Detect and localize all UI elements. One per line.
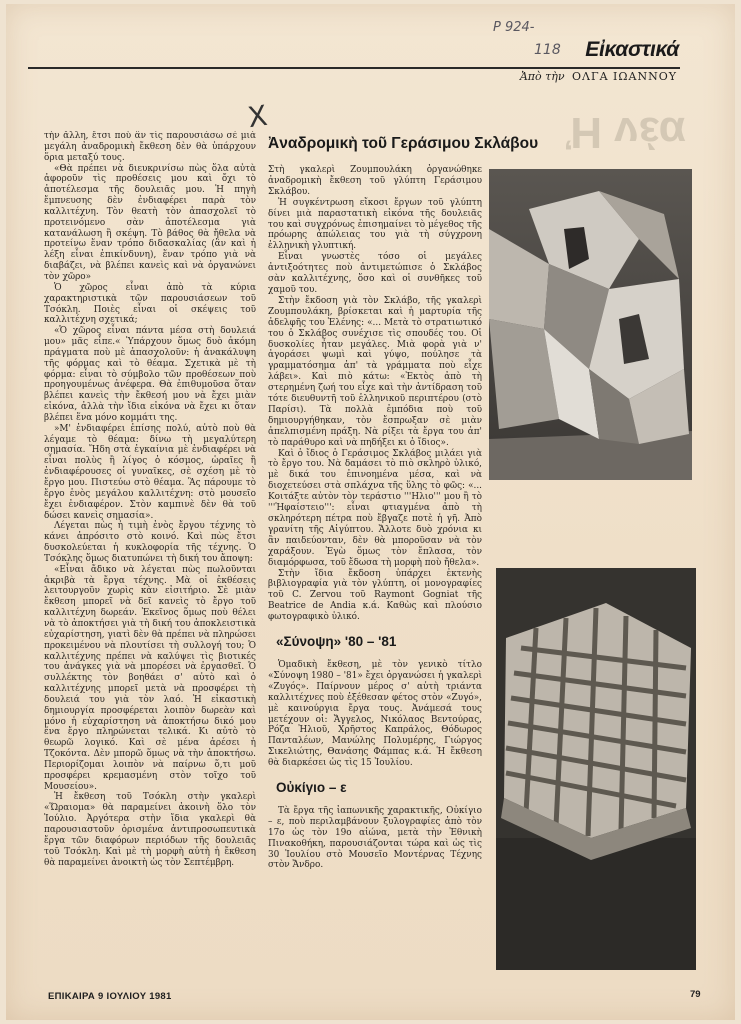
synopsis-heading: «Σύνοψη» '80 – '81 xyxy=(276,634,397,650)
author-prefix: Ἀπὸ τὴν xyxy=(519,70,565,83)
article-paragraph: Καὶ ὁ ἴδιος ὁ Γεράσιμος Σκλάβος μιλάει γιὰ τὸ ἔργο του. Νὰ δαμάσει τὸ πιὸ σκληρὸ ὑλικό, μὲ δικά του ἐπινοημένα μέσα, καὶ νὰ διοχετεύσει στὰ σπλάχνα τῆς ὕλης τὸ φῶς: «... Κοιτάξτε αὐτὸν τὸν τεράστιο '''Ηλιο''' μου ἢ τὸ '''Ἡφαίστειο''': εἶναι φτιαγμένα ἀπὸ τὴ σκληρότερη πέτρα ποὺ ἔβγαζε ποτὲ ἡ γῆ. Ἀπὸ γρανίτη τῆς Αἰγύπτου. Ἄλλοτε δυὸ χρόνια κι ἂν παιδεύονταν, δὲν θὰ μποροῦσαν νὰ τὸν χαράξουν. Ἐγὼ ὅμως τὸν ἔπλασα, τὸν διαμόρφωσα, τοῦ ἔδωσα τὴ μορφὴ ποὺ ἤθελα». xyxy=(268,448,482,568)
left-paragraph: Ἡ ἔκθεση τοῦ Τσόκλη στὴν γκαλερὶ «Ὥραιομα» θὰ παραμείνει ἀκοινὴ ὅλο τὸν Ἰούλιο. Ἀργότερα στὴν ἴδια γκαλερὶ θὰ παρουσιαστοῦν ὁρισμένα ἀντιπροσωπευτικὰ ἔργα τῶν διαφόρων περιόδων τῆς δουλειᾶς τοῦ Τσόκλη. Καὶ μὲ τὴ μορφὴ αὐτὴ ἡ ἔκθεση θὰ παραμείνει ἀνοικτὴ ὡς τὸν Σεπτέμβρη. xyxy=(44,792,256,868)
author-name: ΟΛΓΑ ΙΩΑΝΝΟΥ xyxy=(572,70,677,83)
sculpture-lattice-image xyxy=(496,568,696,970)
article-paragraph: Εἶναι γνωστὲς τόσο οἱ μεγάλες ἀντιξοότητες ποὺ ἀντιμετώπισε ὁ Σκλάβος σὰν καλλιτέχνης, ὅσο καὶ οἱ συνθῆκες τοῦ χαμοῦ του. xyxy=(268,252,482,295)
ukiyoe-heading: Οὐκίγιο – ε xyxy=(276,780,347,796)
bleed-through-text: Ἡ νέα xyxy=(566,108,686,157)
left-paragraph: Ὁ χῶρος εἶναι ἀπὸ τὰ κύρια χαρακτηριστικὰ τῶν παρουσιάσεων τοῦ Τσόκλη. Ποιὲς εἶναι οἱ σκέψεις τοῦ καλλιτέχνη σχετικά; xyxy=(44,282,256,326)
ukiyoe-text: Τὰ ἔργα τῆς ἰαπωνικῆς χαρακτικῆς, Οὐκίγιο – ε, ποὺ περιλαμβάνουν ξυλογραφίες ἀπὸ τὸν 17ο ὡς τὸν 19ο αἰώνα, μετὰ τὴν Ἐθνικὴ Πινακοθήκη, παρουσιάζονται τώρα καὶ ὡς τὶς 30 Ἰουλίου στὸ Μουσεῖο Μοντέρνας Τέχνης στὸν Ἄνδρο. xyxy=(268,805,482,871)
left-column-text xyxy=(44,131,256,981)
article-paragraph: Στὴν ἔκδοση γιὰ τὸν Σκλάβο, τῆς γκαλερὶ Ζουμπουλάκη, βρίσκεται καὶ ἡ μαρτυρία τῆς ἀδελφῆς του Ἑλένης: «... Μετὰ τὸ στρατιωτικό του ὁ Σκλάβος συνέχισε τὶς σπουδές του. Οἱ δυσκολίες ἦταν μεγάλες. Μιὰ φορὰ γιὰ ν' ἀγοράσει ψωμὶ καὶ γύψο, πούλησε τὰ γραμματόσημα ἀπ' τὰ γράμματα ποὺ εἶχε λάβει». Καὶ πιὸ κάτω: «Ἐκτὸς ἀπὸ τὴ στερημένη ζωή του εἶχε καὶ τὴν ἀντίδραση τοῦ τότε διευθυντῆ τοῦ ἑλληνικοῦ περιπτέρου (στὸ Παρίσι). Τὰ πολλὰ ἐμπόδια ποὺ τοῦ δημιουργήθηκαν, τὸν ἔσπρωξαν σὲ μιὰν ἀπελπισμένη πράξη. Νὰ ρίξει τὰ ἔργα του ἀπ' τὸ παράθυρο καὶ νὰ πηδήξει κι ὁ ἴδιος». xyxy=(268,295,482,448)
left-paragraph: »Μ' ἐνδιαφέρει ἐπίσης πολύ, αὐτὸ ποὺ θὰ λέγαμε τὸ θέαμα: δίνω τὴ μεγαλύτερη σημασία. Ἤδη στὰ ἐγκαίνια μὲ ἐνδιαφέρει νὰ εἶναι πολὺς ἢ λίγος ὁ κόσμος, ὡραῖες ἢ ἐνδιαφέρουσες οἱ γυναῖκες, σὲ σχέση μὲ τὸ ἔργο μου. Πιστεύω στὸ θέαμα. Ἂς πάρουμε τὸ ἔργο ἑνὸς μεγάλου καλλιτέχνη: στὸ μουσεῖο ἔχει ἐνδιαφέρον. Στὸν καμπινὲ δὲν θὰ τοῦ δώσει κανεὶς σημασία». xyxy=(44,423,256,521)
section-title: Εἰκαστικά xyxy=(585,38,679,61)
handwritten-number-note: 118 xyxy=(534,42,561,58)
publication-footer: ΕΠΙΚΑΙΡΑ 9 ΙΟΥΛΙΟΥ 1981 xyxy=(48,991,172,1002)
author-line xyxy=(520,70,677,83)
handwritten-year-note: Ρ 924- xyxy=(493,20,535,35)
left-paragraph: Λέγεται πὼς ἡ τιμὴ ἑνὸς ἔργου τέχνης τὸ κάνει ἀπρόσιτο στὸ κοινό. Καὶ πὼς ἔτσι δυσκολεύεται ἡ κυκλοφορία τῆς τέχνης. Ὁ Τσόκλης ὅμως διατυπώνει τὴ δική του ἄποψη: xyxy=(44,521,256,564)
left-paragraph: «Θὰ πρέπει νὰ διευκρινίσω πὼς ὅλα αὐτὰ ἀφοροῦν τὶς προθέσεις μου καὶ ὄχι τὸ ἀποτέλεσμα τῆς δουλειᾶς μου. Ἡ πηγὴ ἔμπνευσης δὲν ἐνδιαφέρει παρὰ τὸν καλλιτέχνη. Τὸν θεατὴ τὸν ἀπασχολεῖ τὸ προτεινόμενο σὰν ἀποτέλεσμα γιὰ κατανάλωση ἢ σκέψη. Τὸ βάθος θὰ ἤθελα νὰ προτείνω ἕναν τρόπο διδασκαλίας (ἂν καὶ ἡ λέξη εἶναι ἐπικίνδυνη), ἕναν τρόπο γιὰ νὰ διαβάζει, νὰ βλέπει κανεὶς καὶ νὰ ὀργανώνει τὸν χῶρο» xyxy=(44,163,256,282)
article-headline: Ἀναδρομικὴ τοῦ Γεράσιμου Σκλάβου xyxy=(268,135,539,152)
sculpture-angular-image xyxy=(489,169,692,480)
sculpture-photo-angular xyxy=(489,169,692,480)
page-number: 79 xyxy=(690,989,701,1000)
article-paragraph: Ἡ συγκέντρωση εἴκοσι ἔργων τοῦ γλύπτη δίνει μιὰ παραστατικὴ εἰκόνα τῆς δουλειᾶς του καὶ συγχρόνως ἐπισημαίνει τὸ μέγεθος τῆς πρόωρης ἀπώλειας του γιὰ τὴ σύγχρονη ἑλληνικὴ γλυπτική. xyxy=(268,197,482,252)
synopsis-text: Ὁμαδικὴ ἔκθεση, μὲ τὸν γενικὸ τίτλο «Σύνοψη 1980 – '81» ἔχει ὀργανώσει ἡ γκαλερὶ «Ζυγός». Παίρνουν μέρος σ' αὐτὴ τριάντα καλλιτέχνες ποὺ ἐξέθεσαν φέτος στὸν «Ζυγό», μὲ καινούργια ἔργα τους. Ἀνάμεσά τους μετέχουν οἱ: Ἄγγελος, Νικόλαος Βεντούρας, Ρόζα Ἠλιοῦ, Χρῆστος Καπράλος, Θόδωρος Πανταλέων, Μανώλης Πολυμέρης, Γιώργος Σικελιώτης, Θανάσης Φάμπας κ.ά. Ἡ ἔκθεση θὰ διαρκέσει ὡς τὶς 15 Ἰουλίου. xyxy=(268,659,482,769)
article-paragraph: Στὴν ἴδια ἔκδοση ὑπάρχει ἐκτενὴς βιβλιογραφία γιὰ τὸν γλύπτη, οἱ μονογραφίες τοῦ C. Zervou τοῦ Raymont Gogniat τῆς Beatrice de Andia κ.ά. Καθὼς καὶ πλούσιο φωτογραφικὸ ὑλικό. xyxy=(268,568,482,623)
article-paragraph: Στὴ γκαλερὶ Ζουμπουλάκη ὀργανώθηκε ἀναδρομικὴ ἔκθεση τοῦ γλύπτη Γεράσιμου Σκλάβου. xyxy=(268,165,482,197)
pen-mark: X xyxy=(245,98,270,135)
left-paragraph: «Εἶναι ἄδικο νὰ λέγεται πὼς πωλοῦνται ἀκριβὰ τὰ ἔργα τέχνης. Μὰ οἱ ἐκθέσεις λειτουργοῦν χωρὶς κὰν εἰσιτήριο. Σὲ μιὰν ἔκθεση μπορεῖ νὰ δεῖ κανεὶς τὸ ἔργο τοῦ καλλιτέχνη δωρεάν. Ἐκεῖνος ὅμως ποὺ θέλει νὰ τὸ ἀποκτήσει γιὰ τὴ δική του ἀποκλειστικὰ εὐχαρίστηση, γιατὶ δὲν θὰ πρέπει νὰ πληρώσει προκειμένου νὰ πλουτίσει τὴ συλλογή του; Ὁ καλλιτέχνης πρέπει νὰ καλύψει τὶς βιοτικές του ἀνάγκες γιὰ νὰ μπορέσει νὰ ἐργασθεῖ. Ὁ συλλέκτης τὸν βοηθάει σ' αὐτὸ καὶ ὁ καλλιτέχνης μπορεῖ μετὰ νὰ προσφέρει τὴ δουλειά του γιὰ τὸν λαό. Ἡ εἰκαστικὴ δημιουργία προσφέρεται λοιπὸν δωρεὰν καὶ μόνο ἡ εὐχαρίστηση νὰ ἀποκτήσω δικό μου ἕνα ἔργο πληρώνεται τελικά. Κι αὐτὸ τὸ θεωρῶ λογικό. Καὶ σὲ μένα ἀρέσει ἡ Τζοκόντα. Δὲν μπορῶ ὅμως νὰ τὴν ἀποκτήσω. Περιορίζομαι λοιπὸν νὰ παίρνω ὅ,τι μοῦ προσφέρει κρεμασμένη στὸν τοῖχο τοῦ Μουσείου». xyxy=(44,564,256,792)
left-paragraph: τὴν ἄλλη, ἔτσι ποὺ ἂν τὶς παρουσιάσω σὲ μιὰ μεγάλη ἀναδρομικὴ ἔκθεση δὲν θὰ ὑπάρχουν ὅρια μεταξύ τους. xyxy=(44,131,256,163)
newspaper-page xyxy=(6,4,735,1020)
sculpture-photo-lattice xyxy=(496,568,696,970)
article-body xyxy=(268,165,482,871)
header-rule xyxy=(28,67,680,69)
left-paragraph: «Ὁ χῶρος εἶναι πάντα μέσα στὴ δουλειά μου» μᾶς εἶπε.« Ὑπάρχουν ὅμως δυὸ ἀκόμη πράγματα ποὺ μὲ ἀπασχολοῦν: ἡ ἀνακάλυψη τῆς φόρμας καὶ τὸ θέαμα. Σχετικὰ μὲ τὴ φόρμα: εἶναι τὸ σύμβολο τῶν προθέσεων ποὺ προηγουμένως ἀνέφερα. Θὰ ἐπιθυμοῦσα ὅταν βλέπει κανεὶς τὴν ἔκθεσή μου νὰ ἔχει μιὰν εἰκόνα, ἀλλὰ τὴν ἴδια εἰκόνα νὰ ἔχει κι ὅταν βλέπει ἕνα μόνο κομμάτι της. xyxy=(44,326,256,423)
